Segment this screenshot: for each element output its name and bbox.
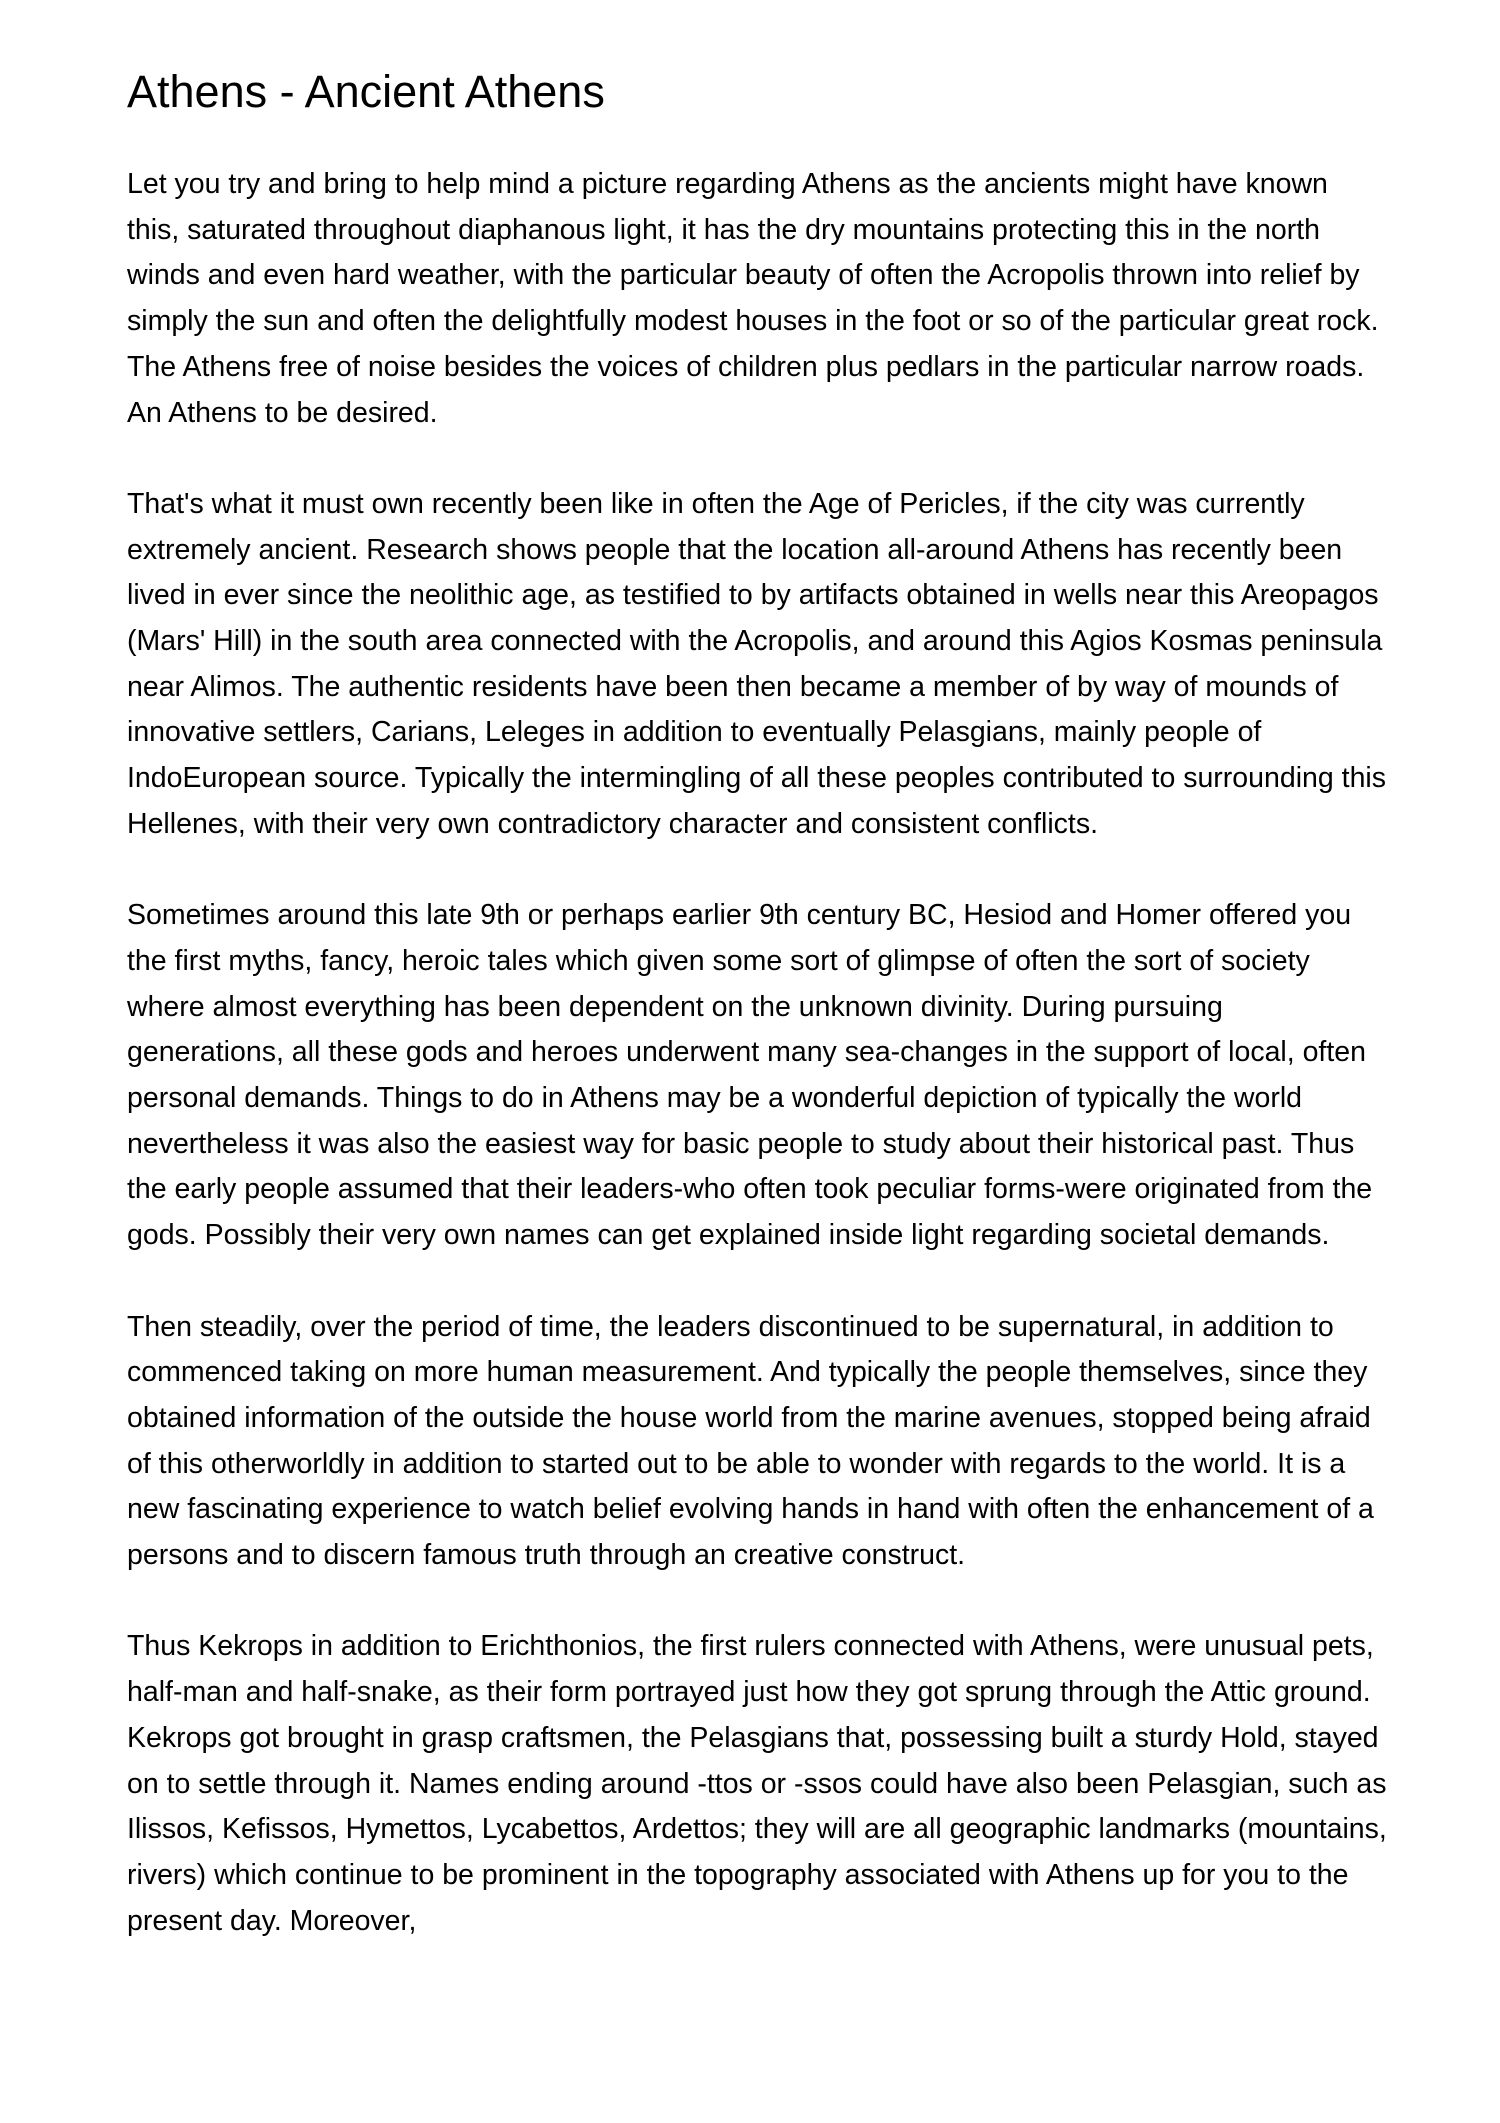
paragraph-3: Sometimes around this late 9th or perhaps earlier 9th century BC, Hesiod and Homer offered you the first myths, fancy, heroic tales which given some sort of glimpse of often the sort of society where almost everything has been dependent on the unknown divinity. During pursuing generations, all these gods and heroes underwent many sea-changes in the support of local, often personal demands. Things to do in Athens may be a wonderful depiction of typically the world nevertheless it was also the easiest way for basic people to study about their historical past. Thus the early people assumed that their leaders-who often took peculiar forms-were originated from the gods. Possibly their very own names can get explained inside light regarding societal demands.	[127, 899, 1373, 1252]
document-title: Athens - Ancient Athens	[127, 66, 605, 117]
paragraph-1: Let you try and bring to help mind a picture regarding Athens as the ancients might have known this, saturated throughout diaphanous light, it has the dry mountains protecting this in the north winds and even hard weather, with the particular beauty of often the Acropolis thrown into relief by simply the sun and often the delightfully modest houses in the foot or so of the particular great rock. The Athens free of noise besides the voices of children plus pedlars in the particular narrow roads. An Athens to be desired.	[127, 168, 1379, 429]
paragraph-5: Thus Kekrops in addition to Erichthonios, the first rulers connected with Athens, were unusual pets, half-man and half-snake, as their form portrayed just how they got sprung through the Attic ground. Kekrops got brought in grasp craftsmen, the Pelasgians that, possessing built a sturdy Hold, stayed on to settle through it. Names ending around -ttos or -ssos could have also been Pelasgian, such as Ilissos, Kefissos, Hymettos, Lycabettos, Ardettos; they will are all geographic landmarks (mountains, rivers) which continue to be prominent in the topography associated with Athens up for you to the present day. Moreover,	[127, 1630, 1387, 1937]
document-page	[127, 62, 1387, 1990]
paragraph-2: That's what it must own recently been like in often the Age of Pericles, if the city was currently extremely ancient. Research shows people that the location all-around Athens has recently been lived in ever since the neolithic age, as testified to by artifacts obtained in wells near this Areopagos (Mars' Hill) in the south area connected with the Acropolis, and around this Agios Kosmas peninsula near Alimos. The authentic residents have been then became a member of by way of mounds of innovative settlers, Carians, Leleges in addition to eventually Pelasgians, mainly people of IndoEuropean source. Typically the intermingling of all these peoples contributed to surrounding this Hellenes, with their very own contradictory character and consistent conflicts.	[127, 487, 1386, 840]
paragraph-4: Then steadily, over the period of time, the leaders discontinued to be supernatural, in addition to commenced taking on more human measurement. And typically the people themselves, since they obtained information of the outside the house world from the marine avenues, stopped being afraid of this otherworldly in addition to started out to be able to wonder with regards to the world. It is a new fascinating experience to watch belief evolving hands in hand with often the enhancement of a persons and to discern famous truth through an creative construct.	[127, 1310, 1374, 1572]
